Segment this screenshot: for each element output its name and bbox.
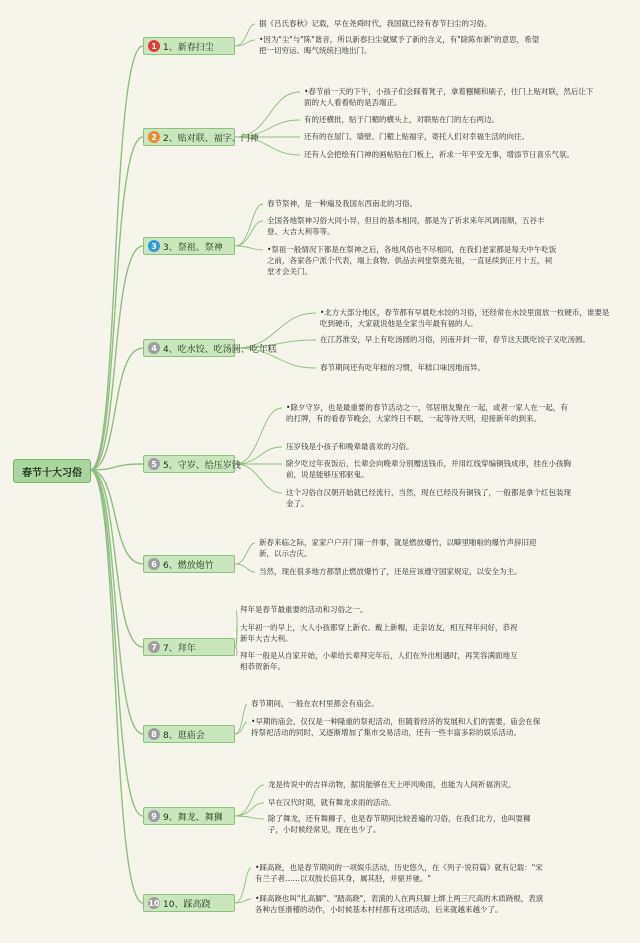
- number-badge-icon: 5: [148, 458, 160, 470]
- number-badge-icon: 4: [148, 342, 160, 354]
- branch-node-10[interactable]: [143, 894, 235, 912]
- branch-label: 10、踩高跷: [163, 899, 211, 910]
- connector-line: [90, 470, 143, 903]
- connector-line: [235, 564, 255, 572]
- note-text: 这个习俗自汉朝开始就已经流行，当然，现在已经没有铜钱了，一般都是拿个红包装现金了。: [286, 488, 571, 508]
- note-text: 早在汉代时期，就有舞龙求雨的活动。: [268, 798, 396, 807]
- number-badge-icon: 8: [148, 728, 160, 740]
- branch-node-4[interactable]: [143, 339, 277, 357]
- note-text: 春节祭神，是一种遍及我国东西南北的习俗。: [267, 199, 417, 208]
- note-text: 春节期间，一般在农村里都会有庙会。: [251, 699, 379, 708]
- branch-label: 2、贴对联、福字、门神: [163, 133, 259, 144]
- number-badge-icon: 1: [148, 40, 160, 52]
- branch-node-9[interactable]: [143, 807, 235, 825]
- note-text: •早期的庙会，仅仅是一种隆重的祭祀活动，但随着经济的发展和人们的需要，庙会在保持祭祀活动的同时，又逐渐增加了集市交易活动，还有一些丰富多彩的娱乐活动。: [251, 717, 541, 737]
- connector-line: [235, 204, 263, 246]
- branch-node-7[interactable]: [143, 638, 235, 656]
- connector-line: [235, 868, 251, 903]
- note-text: •踩高跷也叫"扎高脚"、"踏高跷"，表演的人在两只脚上绑上两三尺高的木质跷棍，表演各种古怪滑稽的动作，小时候基本村村都有这项活动，后来就越来越少了。: [255, 894, 544, 914]
- branch-node-6[interactable]: [143, 555, 235, 573]
- note-text: •因为"尘"与"陈"谐音，所以新春扫尘就赋予了新的含义，有"除陈布新"的意思，希望把一切穷运、晦气统统扫地出门。: [259, 35, 540, 55]
- connector-line: [235, 647, 237, 656]
- branch-label: 5、守岁、给压岁钱: [163, 460, 241, 471]
- note-text: •祭祖一般情况下都是在祭神之后，各地风俗也不尽相同，在我们老家都是每天中午吃饭之前，各家各户派个代表，端上食物、供品去祠堂祭奠先祖，一直延续到正月十五，祠堂才会关门。: [267, 245, 557, 276]
- connector-line: [235, 246, 263, 250]
- note-text: 还有人会把绘有门神的画帖贴在门板上，祈求一年平安无事，增添节日喜乐气氛。: [304, 150, 574, 159]
- branch-label: 3、祭祖、祭神: [163, 242, 223, 253]
- note-text: •踩高跷，也是春节期间的一项娱乐活动，历史悠久，在《列子·说符篇》就有记载："宋有兰子者……以双肢长倍其身，属其胫，并驱并驰。": [255, 863, 543, 883]
- note-text: 龙是传说中的吉祥动物，据说能够在天上呼风唤雨，也能为人间祈福消灾。: [268, 780, 516, 789]
- branch-label: 8、逛庙会: [163, 730, 205, 741]
- note-text: 大年初一的早上，大人小孩都穿上新衣、戴上新帽，走亲访友，相互拜年问好，恭祝新年大吉大利。: [240, 623, 518, 643]
- connector-line: [235, 221, 263, 246]
- connector-line: [235, 24, 255, 46]
- branch-node-3[interactable]: [143, 237, 235, 255]
- branch-node-5[interactable]: [143, 455, 241, 473]
- note-text: 新春来临之际，家家户户开门第一件事，就是燃放爆竹，以噼里啪啦的爆竹声辞旧迎新，以示吉庆。: [259, 538, 537, 558]
- note-text: •春节前一天的下午，小孩子们会踩着凳子，拿着糨糊和刷子，往门上贴对联，然后让下面的大人看看贴的是否端正。: [304, 87, 594, 107]
- note-text: 春节期间还有吃年糕的习惯，年糕口味因地而异。: [320, 363, 485, 372]
- note-text: 当然，现在很多地方都禁止燃放爆竹了，还是应该遵守国家规定，以安全为主。: [259, 567, 522, 576]
- note-text: 拜年一般是从自家开始，小辈给长辈拜完年后，人们在外出相遇时，再笑容满面地互相恭贺新年。: [240, 651, 518, 671]
- branch-node-1[interactable]: [143, 37, 235, 55]
- note-text: 还有的在屋门、墙壁、门楣上贴福字，寄托人们对幸福生活的向往。: [304, 132, 529, 141]
- branch-node-8[interactable]: [143, 725, 235, 743]
- branch-label: 7、拜年: [163, 643, 196, 654]
- note-text: 在江苏淮安，早上有吃汤圆的习俗，河南开封一带，春节这天既吃饺子又吃汤圆。: [320, 335, 590, 344]
- number-badge-icon: 6: [148, 558, 160, 570]
- branch-label: 1、新春扫尘: [163, 42, 214, 53]
- branch-label: 4、吃水饺、吃汤圆、吃年糕: [163, 344, 277, 355]
- note-text: 全国各地祭神习俗大同小异，但目的基本相同，都是为了祈求来年风调雨顺，五谷丰登、大吉大利等等。: [267, 216, 545, 236]
- note-text: •除夕守岁，也是最重要的春节活动之一，邻居朋友聚在一起，或者一家人在一起，有的打牌，有的看春节晚会，大家终日不眠，一起等待天明，迎接新年的到来。: [286, 403, 568, 423]
- connector-line: [235, 785, 264, 816]
- branch-label: 6、燃放炮竹: [163, 560, 214, 571]
- note-text: •北方大部分地区，春节都有早晨吃水饺的习俗，还经常在水饺里面放一枚硬币，谁要是吃到硬币，大家就说他是全家当年最有福的人。: [320, 308, 610, 328]
- branch-label: 9、舞龙、舞狮: [163, 812, 223, 823]
- note-text: 压岁钱是小孩子和晚辈最喜欢的习俗。: [286, 442, 414, 451]
- branch-node-2[interactable]: [143, 128, 259, 146]
- connector-line: [235, 803, 264, 816]
- root-node[interactable]: [13, 459, 91, 483]
- number-badge-icon: 9: [148, 810, 160, 822]
- note-text: 拜年是春节最重要的活动和习俗之一。: [240, 605, 368, 614]
- number-badge-icon: 10: [148, 898, 160, 908]
- note-text: 除夕吃过年夜饭后，长辈会向晚辈分别赠送钱币，并用红线穿编铜钱成串，挂在小孩胸前，说是能够压邪驱鬼。: [286, 459, 571, 479]
- connector-line: [235, 816, 264, 819]
- connector-line: [235, 447, 282, 464]
- root-label: 春节十大习俗: [22, 467, 82, 479]
- number-badge-icon: 7: [148, 641, 160, 653]
- connector-line: [90, 470, 143, 734]
- connector-line: [90, 348, 143, 470]
- number-badge-icon: 3: [148, 240, 160, 252]
- number-badge-icon: 2: [148, 131, 160, 143]
- note-text: 据《吕氏春秋》记载，早在尧舜时代，我国就已经有春节扫尘的习俗。: [259, 19, 492, 28]
- note-text: 除了舞龙，还有舞狮子，也是春节期间比较普遍的习俗，在我们北方，也叫耍狮子，小时候经常见，现在也少了。: [268, 814, 531, 834]
- connector-line: [90, 137, 143, 470]
- connector-line: [235, 704, 247, 734]
- connector-line: [235, 464, 282, 493]
- connector-line: [235, 408, 282, 464]
- connector-line: [235, 543, 255, 564]
- note-text: 有的还横批，贴于门楣的横头上，对联贴在门的左右两边。: [304, 115, 499, 124]
